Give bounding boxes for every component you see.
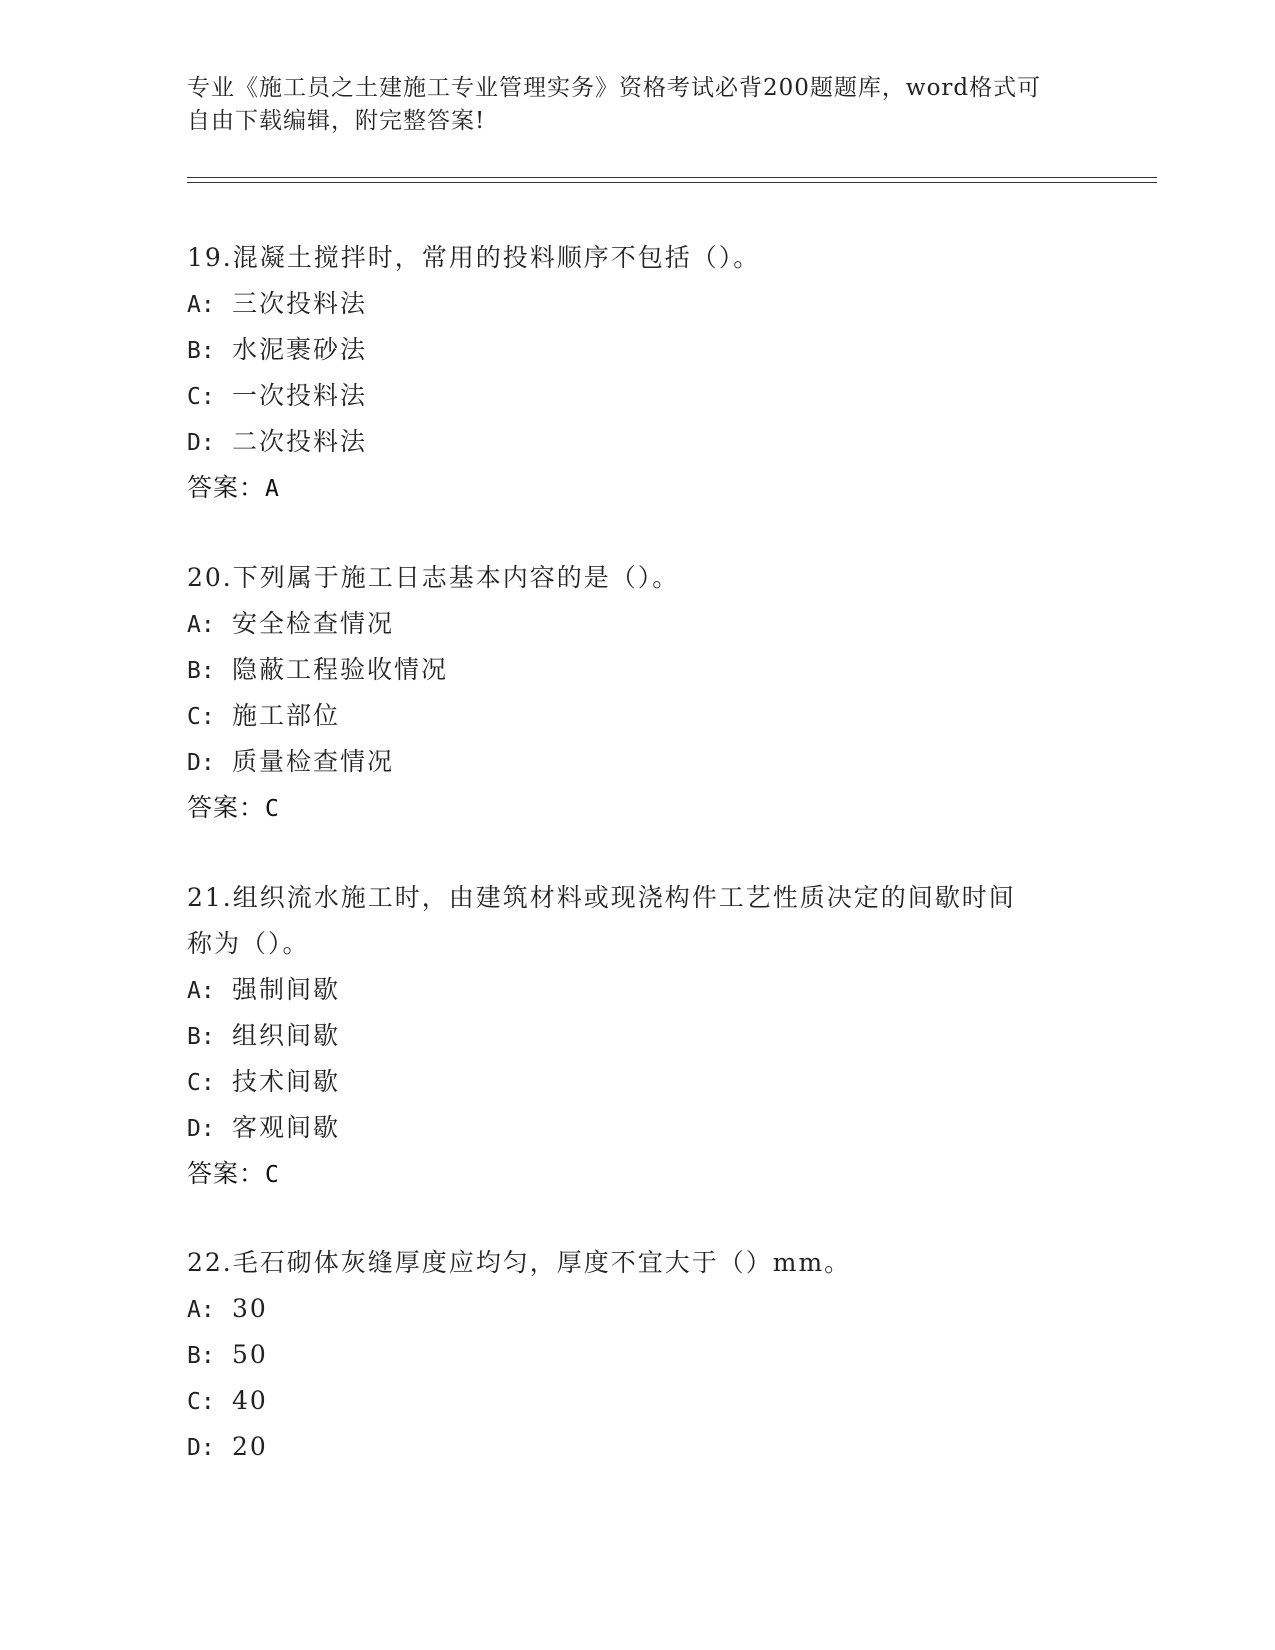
option-text: 三次投料法 — [232, 289, 368, 318]
option-key: B: — [187, 658, 215, 684]
document-header — [187, 72, 1067, 138]
question-19 — [187, 235, 1087, 511]
option-key: C: — [187, 384, 215, 410]
option-text: 一次投料法 — [232, 381, 368, 410]
option-a — [187, 281, 1087, 327]
option-text: 30 — [232, 1294, 268, 1323]
option-a — [187, 601, 1087, 647]
option-text: 40 — [232, 1386, 268, 1415]
option-key: D: — [187, 1435, 215, 1461]
answer-label: 答案： — [187, 473, 266, 502]
question-stem: 22.毛石砌体灰缝厚度应均匀，厚度不宜大于（）mm。 — [187, 1248, 852, 1277]
option-d — [187, 419, 1087, 465]
answer-value: C — [265, 796, 280, 822]
option-key: D: — [187, 430, 215, 456]
question-stem: 20.下列属于施工日志基本内容的是（）。 — [187, 563, 680, 592]
answer-label: 答案： — [187, 1159, 266, 1188]
question-stem-line-1: 21.组织流水施工时，由建筑材料或现浇构件工艺性质决定的间歇时间 — [187, 883, 1016, 912]
header-title-line-1: 专业《施工员之土建施工专业管理实务》资格考试必背200题题库，word格式可 — [187, 75, 1042, 101]
option-key: A: — [187, 612, 215, 638]
option-text: 水泥裹砂法 — [232, 335, 368, 364]
option-c — [187, 373, 1087, 419]
option-a — [187, 967, 1087, 1013]
option-key: D: — [187, 1116, 215, 1142]
answer-label: 答案： — [187, 793, 266, 822]
option-key: A: — [187, 978, 215, 1004]
option-key: B: — [187, 1024, 215, 1050]
option-key: C: — [187, 1389, 215, 1415]
option-d — [187, 1424, 1087, 1470]
header-divider-bottom — [187, 182, 1157, 183]
option-key: C: — [187, 1070, 215, 1096]
question-22 — [187, 1240, 1087, 1470]
answer-line — [187, 785, 1087, 831]
option-c — [187, 693, 1087, 739]
header-title-line-2: 自由下载编辑，附完整答案! — [187, 108, 486, 134]
option-text: 组织间歇 — [232, 1021, 341, 1050]
option-key: B: — [187, 338, 215, 364]
answer-line — [187, 1151, 1087, 1197]
header-divider-top — [187, 177, 1157, 178]
option-key: A: — [187, 1297, 215, 1323]
option-c — [187, 1378, 1087, 1424]
option-text: 客观间歇 — [232, 1113, 341, 1142]
question-stem-line-2: 称为（）。 — [187, 929, 310, 958]
option-b — [187, 327, 1087, 373]
question-stem: 19.混凝土搅拌时，常用的投料顺序不包括（）。 — [187, 243, 761, 272]
question-20 — [187, 555, 1087, 831]
option-b — [187, 1013, 1087, 1059]
option-c — [187, 1059, 1087, 1105]
option-b — [187, 647, 1087, 693]
option-key: A: — [187, 292, 215, 318]
option-text: 强制间歇 — [232, 975, 341, 1004]
answer-line — [187, 465, 1087, 511]
option-text: 隐蔽工程验收情况 — [232, 655, 449, 684]
option-key: D: — [187, 750, 215, 776]
option-d — [187, 1105, 1087, 1151]
answer-value: A — [265, 476, 280, 502]
option-a — [187, 1286, 1087, 1332]
option-text: 技术间歇 — [232, 1067, 341, 1096]
answer-value: C — [265, 1162, 280, 1188]
option-text: 安全检查情况 — [232, 609, 395, 638]
option-text: 二次投料法 — [232, 427, 368, 456]
option-text: 20 — [232, 1432, 268, 1461]
option-key: B: — [187, 1343, 215, 1369]
option-text: 施工部位 — [232, 701, 341, 730]
option-d — [187, 739, 1087, 785]
option-text: 50 — [232, 1340, 268, 1369]
option-key: C: — [187, 704, 215, 730]
question-21 — [187, 875, 1087, 1197]
option-b — [187, 1332, 1087, 1378]
option-text: 质量检查情况 — [232, 747, 395, 776]
